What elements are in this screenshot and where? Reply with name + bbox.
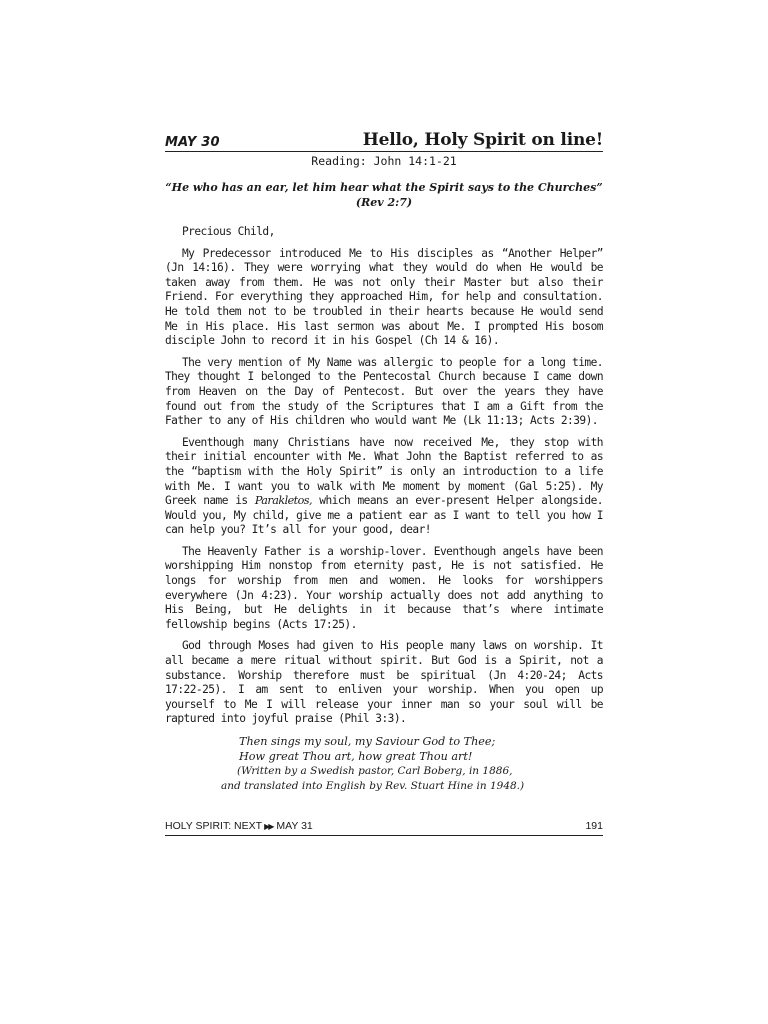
paragraph-3 — [165, 436, 603, 538]
next-reference — [165, 820, 313, 832]
paragraph-1: My Predecessor introduced Me to His disciples as “Another Helper” (Jn 14:16). They were worrying what they would do when He would be taken away from them. He was not only their Master but also their Friend. For everything they approached Him, for help and consultation. He told them not to be troubled in their hearts because He would send Me in His place. His last sermon was about Me. I prompted His bosom disciple John to record it in his Gospel (Ch 14 & 16). — [165, 246, 603, 348]
hymn-lines — [165, 734, 603, 764]
paragraph-4: The Heavenly Father is a worship-lover. Eventhough angels have been worshipping Him nonstop from eternity past, He is not satisfied. He longs for worship from men and women. He looks for worshippers everywhere (Jn 4:23). Your worship actually does not add anything to His Being, but He delights in it because that’s where intimate fellowship begins (Acts 17:25). — [165, 544, 603, 631]
page-footer — [165, 820, 603, 836]
next-label: HOLY SPIRIT: NEXT — [165, 820, 263, 832]
page-title: Hello, Holy Spirit on line! — [362, 130, 603, 150]
paragraph-2: The very mention of My Name was allergic to people for a long time. They thought I belonged to the Pentecostal Church because I came down from Heaven on the Day of Pentecost. But over the years they have found out from the study of the Scriptures that I am a Gift from the Father to any of His children who would want Me (Lk 11:13; Acts 2:39). — [165, 355, 603, 428]
hymn-line-1: Then sings my soul, my Saviour God to Thee; — [239, 735, 496, 748]
quote-reference: (Rev 2:7) — [355, 196, 413, 209]
page-number: 191 — [585, 820, 603, 832]
body-text — [165, 225, 603, 727]
salutation: Precious Child, — [182, 225, 275, 238]
hymn-credit — [165, 764, 603, 794]
scripture-quote — [165, 180, 603, 210]
credit-line-1: (Written by a Swedish pastor, Carl Boberg, in 1886, — [237, 765, 513, 777]
credit-line-2: and translated into English by Rev. Stuart Hine in 1948.) — [221, 780, 525, 792]
page-date: MAY 30 — [165, 135, 220, 150]
paragraph-5: God through Moses had given to His people many laws on worship. It all became a mere ritual without spirit. But God is a Spirit, not a substance. Worship therefore must be spiritual (Jn 4:20-24; Acts 17:22-25). I am sent to enliven your worship. When you open up yourself to Me I will release your inner man so your soul will be raptured into joyful praise (Phil 3:3). — [165, 639, 603, 726]
greek-name: Parakletos, — [254, 494, 312, 508]
next-date: MAY 31 — [276, 820, 313, 832]
quote-text: “He who has an ear, let him hear what the Spirit says to the Churches” — [165, 181, 603, 194]
paragraph-3-part-1: Eventhough many Christians have now received Me, they stop with their initial encounter with Me. What John the Baptist referred to as the “baptism with the Holy Spirit” is only an introduction to a life with Me. I want you to walk with Me moment by moment (Gal 5:25). My Greek name is — [165, 435, 603, 508]
devotional-page — [165, 130, 603, 836]
reading-reference: Reading: John 14:1-21 — [311, 154, 457, 168]
fast-forward-icon: ▶▶ — [264, 822, 273, 831]
page-header — [165, 130, 603, 152]
hymn-line-2: How great Thou art, how great Thou art! — [239, 750, 473, 763]
paragraph-3-part-2: which means an ever-present Helper alongside. Would you, My child, give me a patient ear as I want to tell you how I can help you? It’s all for your good, dear! — [165, 494, 603, 537]
